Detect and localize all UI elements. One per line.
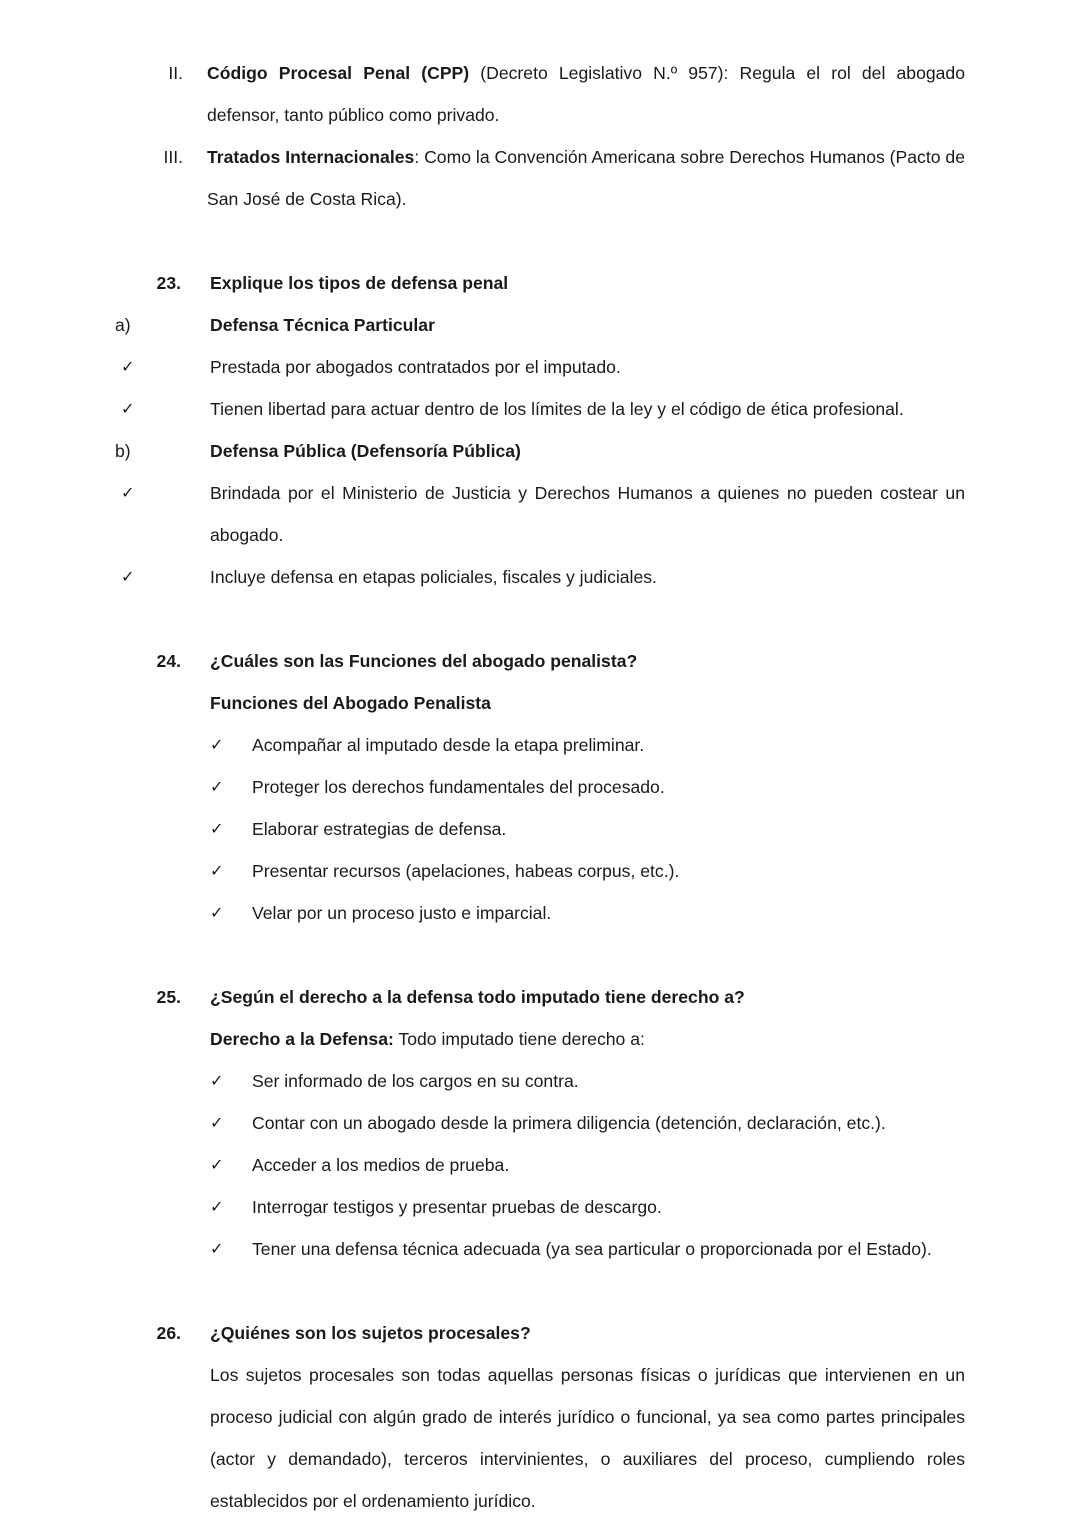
check-item-text: Brindada por el Ministerio de Justicia y Derechos Humanos a quienes no pueden costear un abogado. bbox=[210, 483, 965, 545]
check-list-item bbox=[210, 1060, 965, 1102]
sub-heading-25-bold: Derecho a la Defensa: bbox=[210, 1029, 394, 1049]
section-spacer bbox=[115, 1270, 965, 1312]
check-icon: ✓ bbox=[210, 1155, 224, 1174]
check-icon: ✓ bbox=[121, 357, 135, 376]
question-heading-23 bbox=[156, 262, 965, 304]
check-item-text: Incluye defensa en etapas policiales, fiscales y judiciales. bbox=[210, 567, 657, 587]
letter-item-b bbox=[115, 430, 965, 472]
check-icon: ✓ bbox=[121, 567, 135, 586]
check-icon: ✓ bbox=[210, 1113, 224, 1132]
roman-item-text: : Como la Convención Americana sobre Derechos Humanos (Pacto de San José de Costa Rica). bbox=[207, 147, 965, 209]
document-body bbox=[115, 52, 965, 1522]
check-icon: ✓ bbox=[121, 399, 135, 418]
roman-marker-iii: III. bbox=[163, 147, 183, 167]
check-list-item bbox=[210, 1186, 965, 1228]
check-list-item bbox=[210, 724, 965, 766]
check-item-text: Tener una defensa técnica adecuada (ya sea particular o proporcionada por el Estado). bbox=[252, 1239, 932, 1259]
check-icon: ✓ bbox=[210, 903, 224, 922]
check-icon: ✓ bbox=[210, 735, 224, 754]
check-icon: ✓ bbox=[121, 483, 135, 502]
paragraph-26: Los sujetos procesales son todas aquellas personas físicas o jurídicas que intervienen en un proceso judicial con algún grado de interés jurídico o funcional, ya sea como partes principales (actor y demandado), terceros intervinientes, o auxiliares del proceso, cumpliendo roles establecidos por el ordenamiento jurídico. bbox=[210, 1365, 965, 1511]
sub-heading-24: Funciones del Abogado Penalista bbox=[210, 693, 491, 713]
roman-item-bold-lead: Código Procesal Penal (CPP) bbox=[207, 63, 470, 83]
check-list-item bbox=[121, 346, 965, 388]
roman-item-bold-lead: Tratados Internacionales bbox=[207, 147, 415, 167]
check-item-text: Presentar recursos (apelaciones, habeas corpus, etc.). bbox=[252, 861, 680, 881]
check-list-25 bbox=[210, 1060, 965, 1270]
check-item-text: Proteger los derechos fundamentales del procesado. bbox=[252, 777, 665, 797]
check-list-item bbox=[210, 1228, 965, 1270]
roman-item-text: (Decreto Legislativo N.º 957): Regula el rol del abogado defensor, tanto público como privado. bbox=[207, 63, 965, 125]
check-list-24 bbox=[210, 724, 965, 934]
roman-numeral-list bbox=[115, 52, 965, 220]
check-list-item bbox=[121, 472, 965, 556]
check-list-item bbox=[210, 1144, 965, 1186]
letter-title-b: Defensa Pública (Defensoría Pública) bbox=[210, 441, 521, 461]
check-item-text: Acompañar al imputado desde la etapa preliminar. bbox=[252, 735, 645, 755]
sub-heading-25 bbox=[210, 1018, 965, 1060]
check-icon: ✓ bbox=[210, 1071, 224, 1090]
check-icon: ✓ bbox=[210, 1239, 224, 1258]
check-item-text: Interrogar testigos y presentar pruebas de descargo. bbox=[252, 1197, 662, 1217]
question-heading-24 bbox=[156, 640, 965, 682]
question-number-24: 24. bbox=[156, 651, 181, 671]
check-icon: ✓ bbox=[210, 861, 224, 880]
question-number-25: 25. bbox=[156, 987, 181, 1007]
question-title-25: ¿Según el derecho a la defensa todo imputado tiene derecho a? bbox=[210, 987, 745, 1007]
letter-marker-a: a) bbox=[115, 315, 131, 335]
check-item-text: Acceder a los medios de prueba. bbox=[252, 1155, 510, 1175]
roman-list-item bbox=[115, 52, 965, 136]
question-number-23: 23. bbox=[156, 273, 181, 293]
check-list-item bbox=[210, 766, 965, 808]
check-item-text: Velar por un proceso justo e imparcial. bbox=[252, 903, 552, 923]
roman-marker-ii: II. bbox=[168, 63, 183, 83]
letter-title-a: Defensa Técnica Particular bbox=[210, 315, 435, 335]
check-list-a bbox=[121, 346, 965, 430]
check-icon: ✓ bbox=[210, 1197, 224, 1216]
question-block-25 bbox=[115, 976, 965, 1270]
check-list-item bbox=[210, 892, 965, 934]
section-spacer bbox=[115, 220, 965, 262]
question-block-24 bbox=[115, 640, 965, 934]
question-heading-25 bbox=[156, 976, 965, 1018]
check-item-text: Contar con un abogado desde la primera diligencia (detención, declaración, etc.). bbox=[252, 1113, 886, 1133]
check-list-item bbox=[210, 1102, 965, 1144]
question-heading-26 bbox=[156, 1312, 965, 1354]
sub-heading-25-rest: Todo imputado tiene derecho a: bbox=[393, 1029, 645, 1049]
question-title-26: ¿Quiénes son los sujetos procesales? bbox=[210, 1323, 531, 1343]
check-list-b bbox=[121, 472, 965, 598]
check-item-text: Ser informado de los cargos en su contra. bbox=[252, 1071, 579, 1091]
letter-marker-b: b) bbox=[115, 441, 131, 461]
question-title-24: ¿Cuáles son las Funciones del abogado penalista? bbox=[210, 651, 638, 671]
question-title-23: Explique los tipos de defensa penal bbox=[210, 273, 509, 293]
roman-list-item bbox=[115, 136, 965, 220]
check-icon: ✓ bbox=[210, 819, 224, 838]
check-list-item bbox=[121, 388, 965, 430]
check-list-item bbox=[210, 808, 965, 850]
section-spacer bbox=[115, 598, 965, 640]
question-block-26 bbox=[115, 1312, 965, 1522]
check-item-text: Elaborar estrategias de defensa. bbox=[252, 819, 507, 839]
question-block-23 bbox=[115, 262, 965, 598]
section-spacer bbox=[115, 934, 965, 976]
check-item-text: Prestada por abogados contratados por el imputado. bbox=[210, 357, 621, 377]
check-list-item bbox=[210, 850, 965, 892]
letter-item-a bbox=[115, 304, 965, 346]
check-item-text: Tienen libertad para actuar dentro de los límites de la ley y el código de ética profesional. bbox=[210, 399, 904, 419]
question-number-26: 26. bbox=[156, 1323, 181, 1343]
check-list-item bbox=[121, 556, 965, 598]
check-icon: ✓ bbox=[210, 777, 224, 796]
